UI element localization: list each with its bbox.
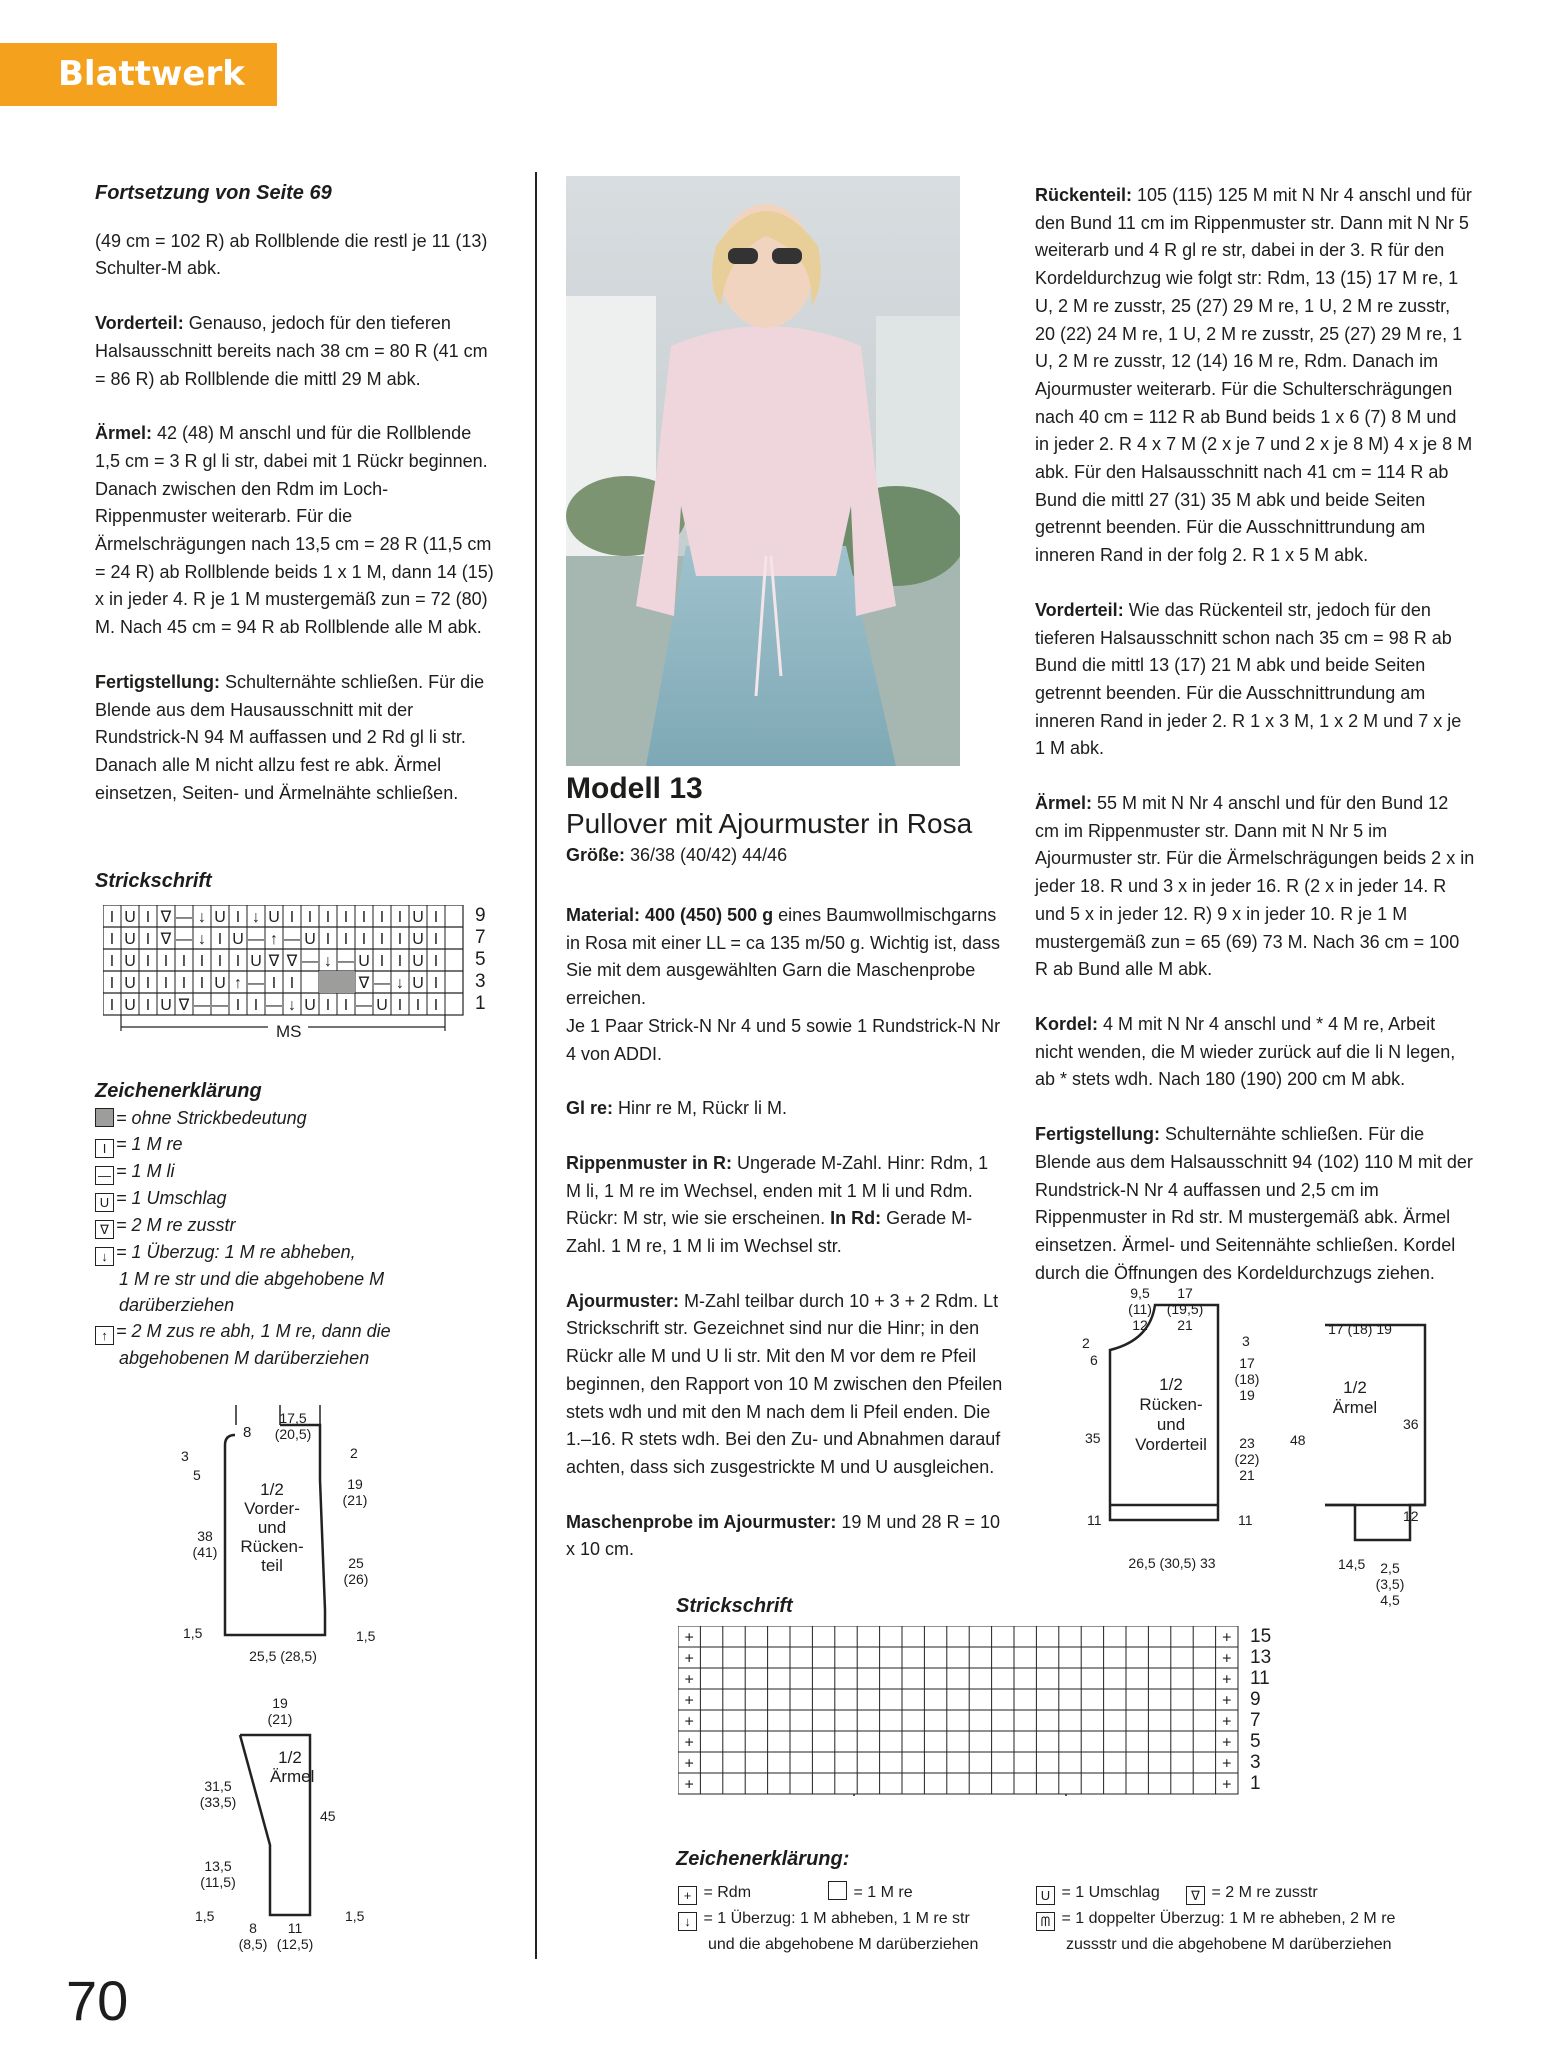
svg-text:U: U	[268, 909, 280, 926]
dim-label: 3	[1242, 1333, 1250, 1349]
row-number: 7	[1250, 1710, 1261, 1731]
bottom-knitting-chart	[678, 1626, 1248, 1796]
svg-text:—: —	[284, 931, 300, 948]
svg-text:U: U	[412, 953, 424, 970]
edge-stitch-symbol: +	[1222, 1734, 1232, 1752]
svg-text:U: U	[250, 953, 262, 970]
svg-text:I: I	[217, 931, 223, 948]
svg-text:∇: ∇	[178, 997, 190, 1014]
svg-text:I: I	[235, 997, 241, 1014]
svg-text:U: U	[214, 975, 226, 992]
edge-stitch-symbol: +	[1222, 1692, 1232, 1710]
dim-label: 17 (18) 19	[1234, 1355, 1260, 1403]
svg-text:—: —	[356, 997, 372, 1014]
dim-label: 8	[243, 1424, 252, 1441]
svg-text:I: I	[235, 953, 241, 970]
knit-stitch-icon: I	[95, 1139, 114, 1158]
edge-stitch-symbol: +	[684, 1671, 694, 1689]
edge-stitch-symbol: +	[1222, 1713, 1232, 1731]
dim-label: 12	[1403, 1508, 1419, 1524]
double-decrease-arrow-icon: ↑	[95, 1326, 114, 1345]
dim-label: 35	[1085, 1430, 1101, 1446]
dim-label: 2	[350, 1445, 358, 1461]
dim-label: 31,5 (33,5)	[199, 1778, 237, 1810]
svg-text:U: U	[376, 997, 388, 1014]
svg-text:I: I	[109, 997, 115, 1014]
legend-title: Zeichenerklärung	[95, 1080, 262, 1102]
svg-text:I: I	[325, 909, 331, 926]
ajour-para: Ajourmuster: M-Zahl teilbar durch 10 + 3 + 2 Rdm. Lt Strickschrift str. Gezeichnet sind nur die Hinr; in den Rückr alle M und U li str. Mit den M vor dem re Pfeil beginnen, den Rapport von 10 M zwischen den Pfeilen stets wdh und mit den M nach dem li Pfeil enden. Die 1.–16. R stets wdh. Bei den Zu- und Abnahmen darauf achten, dass sich zusgestrickte M und U ausgleichen.	[566, 1290, 1003, 1477]
legend-item-cont: und die abgehobene M darüberziehen	[708, 1936, 979, 1953]
dim-label: 19 (21)	[342, 1476, 368, 1508]
svg-text:I: I	[397, 997, 403, 1014]
dim-label: 45	[320, 1808, 336, 1824]
page-number: 70	[66, 1969, 129, 2032]
dim-label: 11 (12,5)	[276, 1920, 314, 1952]
legend-item: = 1 M re	[828, 1880, 913, 1905]
svg-text:I: I	[235, 909, 241, 926]
schematic-label: 1/2 Rücken- und Vorderteil	[1135, 1375, 1207, 1454]
schematic-label: 1/2 Ärmel	[270, 1748, 315, 1786]
svg-text:—: —	[194, 997, 210, 1014]
svg-text:I: I	[145, 975, 151, 992]
row-number: 5	[1250, 1731, 1261, 1752]
legend-item: = ohne Strickbedeutung	[95, 1105, 391, 1131]
svg-text:I: I	[397, 931, 403, 948]
svg-text:—: —	[374, 975, 390, 992]
svg-text:I: I	[433, 997, 439, 1014]
left-fertig	[95, 669, 500, 808]
row-number: 7	[475, 927, 486, 948]
aermel-para: Ärmel: 55 M mit N Nr 4 anschl und für den Bund 12 cm im Rippenmuster str. Dann mit N Nr 5 im Ajourmuster str. Für die Ärmelschrägungen beids 2 x in jeder 18. R und 3 x in jeder 16. R (2 x in jeder 14. R und 5 x in jeder 12. R) 9 x in jeder 10. R je 1 M mustergemäß zun = 65 (69) 73 M. Nach 36 cm = 100 R ab Bund alle M abk.	[1035, 793, 1475, 980]
svg-text:U: U	[358, 953, 370, 970]
schematic-label: 1/2 Vorder- und Rücken- teil	[240, 1480, 304, 1575]
svg-text:↓: ↓	[396, 975, 404, 992]
left-column	[95, 180, 500, 834]
legend-item: ↑ = 2 M zus re abh, 1 M re, dann die	[95, 1318, 391, 1345]
svg-text:↓: ↓	[324, 953, 332, 970]
legend-item-cont: darüberziehen	[119, 1295, 235, 1315]
svg-text:U: U	[232, 931, 244, 948]
dim-label: 25,5 (28,5)	[249, 1648, 317, 1664]
svg-text:I: I	[343, 997, 349, 1014]
vorderteil-label: Vorderteil:	[95, 313, 184, 334]
row-number: 1	[1250, 1773, 1261, 1794]
svg-text:U: U	[412, 975, 424, 992]
vorderteil-text: Genauso, jedoch für den tieferen Halsausschnitt bereits nach 38 cm = 80 R (41 cm = 86 R) ab Rollblende die mittl 29 M abk.	[95, 313, 488, 389]
dim-label: 25 (26)	[343, 1555, 369, 1587]
svg-text:—: —	[248, 975, 264, 992]
size-line: Größe: 36/38 (40/42) 44/46	[566, 845, 788, 865]
legend-item: ∇ = 2 M re zusstr	[95, 1212, 391, 1239]
svg-text:I: I	[145, 997, 151, 1014]
chart-grey-cells	[319, 971, 355, 993]
svg-text:U: U	[124, 953, 136, 970]
svg-text:I: I	[343, 931, 349, 948]
fertig-label: Fertigstellung:	[95, 671, 220, 692]
right-column	[1035, 182, 1475, 1314]
svg-text:I: I	[343, 909, 349, 926]
left-chart-title: Strickschrift	[95, 870, 212, 892]
svg-text:↓: ↓	[198, 909, 206, 926]
section-tab: Blattwerk	[0, 43, 277, 106]
fertig-para: Fertigstellung: Schulternähte schließen. Für die Blende aus dem Halsausschnitt 94 (102) 110 M mit der Rundstrick-N Nr 4 auffassen und 2,5 cm im Rippenmuster in Rd str. M mustergemäß abk. Ärmel einsetzen. Ärmel- und Seitennähte schließen. Kordel durch die Öffnungen des Kordeldurchzugs ziehen.	[1035, 1124, 1473, 1283]
kordel-para: Kordel: 4 M mit N Nr 4 anschl und * 4 M re, Arbeit nicht wenden, die M wieder zurück auf die li N legen, ab * stets wdh. Nach 180 (190) 200 cm M abk.	[1035, 1013, 1456, 1090]
svg-text:I: I	[145, 931, 151, 948]
legend-item: ↓ = 1 Überzug: 1 M re abheben,	[95, 1239, 391, 1266]
svg-text:I: I	[181, 975, 187, 992]
material-para-2: Je 1 Paar Strick-N Nr 4 und 5 sowie 1 Rundstrick-N Nr 4 von ADDI.	[566, 1015, 1001, 1064]
svg-text:U: U	[412, 931, 424, 948]
svg-text:I: I	[163, 975, 169, 992]
svg-text:—: —	[266, 997, 282, 1014]
svg-text:I: I	[415, 997, 421, 1014]
dim-label: 26,5 (30,5) 33	[1128, 1555, 1216, 1571]
plus-icon: +	[678, 1886, 697, 1905]
dim-label: 1,5	[183, 1625, 203, 1641]
edge-stitch-symbol: +	[1222, 1629, 1232, 1647]
glre-para: Gl re: Hinr re M, Rückr li M.	[566, 1098, 788, 1119]
svg-text:—: —	[302, 953, 318, 970]
dim-label: 14,5	[1338, 1556, 1366, 1572]
k2tog-icon: ∇	[95, 1220, 114, 1239]
left-aermel	[95, 420, 500, 642]
svg-text:—: —	[212, 997, 228, 1014]
svg-text:I: I	[379, 953, 385, 970]
left-paragraph-1	[95, 228, 500, 283]
svg-text:I: I	[145, 909, 151, 926]
rippen-para: Rippenmuster in R: Ungerade M-Zahl. Hinr: Rdm, 1 M li, 1 M re im Wechsel, enden mit 1 M li und Rdm. Rückr: M str, wie sie erscheinen. In Rd: Gerade M-Zahl. 1 M re, 1 M li im Wechsel str.	[566, 1152, 989, 1257]
schematic-label: 1/2 Ärmel	[1332, 1378, 1378, 1417]
svg-text:—: —	[338, 953, 354, 970]
svg-text:I: I	[145, 953, 151, 970]
svg-text:I: I	[433, 953, 439, 970]
purl-stitch-icon: —	[95, 1166, 114, 1185]
row-number: 11	[1250, 1668, 1270, 1689]
legend-item: U = 1 Umschlag	[95, 1185, 391, 1212]
left-p1-text: (49 cm = 102 R) ab Rollblende die restl je 11 (13) Schulter-M abk.	[95, 230, 488, 279]
dim-label: 1,5	[195, 1908, 215, 1924]
svg-text:I: I	[289, 909, 295, 926]
grey-square-icon	[95, 1108, 114, 1127]
aermel-text: 42 (48) M anschl und für die Rollblende 1,5 cm = 3 R gl li str, dabei mit 1 Rückr beginnen. Danach zwischen den Rdm im Loch-Rippenmuster weiterarb. Für die Ärmelschrägungen nach 13,5 cm = 28 R (11,5 cm = 24 R) ab Rollblende beids 1 x 1 M, dann 14 (15) x in jeder 4. R je 1 M mustergemäß zun = 72 (80) M. Nach 45 cm = 94 R ab Rollblende alle M abk.	[95, 423, 494, 638]
svg-text:I: I	[109, 931, 115, 948]
svg-text:∇: ∇	[358, 975, 370, 992]
material-para: Material: 400 (450) 500 g eines Baumwollmischgarns in Rosa mit einer LL = ca 135 m/50 g. Wichtig ist, dass Sie mit dem ausgewählten Garn die Maschenprobe erreichen.	[566, 905, 1001, 1009]
svg-text:I: I	[433, 931, 439, 948]
edge-stitch-symbol: +	[1222, 1650, 1232, 1668]
edge-stitch-symbol: +	[684, 1650, 694, 1668]
model-title: Modell 13	[566, 772, 703, 805]
row-number: 3	[1250, 1752, 1261, 1773]
svg-text:I: I	[433, 909, 439, 926]
legend-item: I = 1 M re	[95, 1131, 391, 1158]
svg-text:I: I	[325, 997, 331, 1014]
svg-text:↑: ↑	[270, 931, 278, 948]
dim-label: 2	[1082, 1335, 1090, 1351]
svg-text:I: I	[379, 931, 385, 948]
svg-text:I: I	[109, 975, 115, 992]
bottom-legend-title: Zeichenerklärung:	[676, 1848, 850, 1870]
row-number: 1	[475, 993, 486, 1014]
row-number: 9	[475, 905, 486, 926]
bottom-chart-title: Strickschrift	[676, 1595, 793, 1617]
dim-label: 17 (19,5) 21	[1166, 1285, 1204, 1333]
legend-item: + = Rdm	[678, 1880, 751, 1905]
legend-item: ↓ = 1 Überzug: 1 M abheben, 1 M re str	[678, 1906, 970, 1931]
dim-label: 19 (21)	[267, 1695, 293, 1727]
yarn-over-icon: U	[1036, 1886, 1055, 1905]
svg-text:U: U	[160, 997, 172, 1014]
svg-text:U: U	[124, 975, 136, 992]
dim-label: 11	[1238, 1512, 1253, 1528]
model-photo	[566, 176, 960, 766]
edge-stitch-symbol: +	[684, 1629, 694, 1647]
svg-text:I: I	[181, 953, 187, 970]
svg-text:U: U	[304, 931, 316, 948]
svg-text:I: I	[397, 909, 403, 926]
decrease-arrow-icon: ↓	[678, 1912, 697, 1931]
left-vorderteil	[95, 310, 500, 393]
svg-text:↓: ↓	[252, 909, 260, 926]
yarn-over-icon: U	[95, 1193, 114, 1212]
legend-item-cont: 1 M re str und die abgehobene M	[119, 1269, 385, 1289]
dim-label: 6	[1090, 1352, 1098, 1368]
svg-text:∇: ∇	[286, 953, 298, 970]
column-divider	[535, 172, 537, 1959]
double-decrease-icon: ᗰ	[1036, 1912, 1055, 1931]
edge-stitch-symbol: +	[1222, 1671, 1232, 1689]
edge-stitch-symbol: +	[684, 1776, 694, 1794]
dim-label: 38 (41)	[192, 1528, 218, 1560]
dim-label: 5	[193, 1467, 201, 1483]
edge-stitch-symbol: +	[1222, 1755, 1232, 1773]
svg-text:—: —	[176, 931, 192, 948]
edge-stitch-symbol: +	[684, 1713, 694, 1731]
dim-label: 17,5 (20,5)	[274, 1410, 312, 1442]
dim-label: 48	[1290, 1432, 1306, 1448]
svg-text:—: —	[176, 909, 192, 926]
row-number: 5	[475, 949, 486, 970]
svg-text:I: I	[199, 953, 205, 970]
svg-text:I: I	[253, 997, 259, 1014]
svg-text:U: U	[214, 909, 226, 926]
k2tog-icon: ∇	[1186, 1886, 1205, 1905]
dim-label: 1,5	[345, 1908, 365, 1924]
legend-item-cont: abgehobenen M darüberziehen	[119, 1348, 370, 1368]
edge-stitch-symbol: +	[1222, 1776, 1232, 1794]
legend-item-cont: zussstr und die abgehobene M darüberziehen	[1066, 1936, 1392, 1953]
svg-text:∇: ∇	[160, 909, 172, 926]
left-legend	[95, 1080, 391, 1371]
legend-item: ᗰ = 1 doppelter Überzug: 1 M re abheben, 2 M re	[1036, 1906, 1395, 1931]
dim-label: 9,5 (11) 12	[1128, 1285, 1152, 1333]
rueck-para: Rückenteil: 105 (115) 125 M mit N Nr 4 anschl und für den Bund 11 cm im Rippenmuster str. Dann mit N Nr 5 weiterarb und 4 R gl re str, dabei in der 3. R für den Kordeldurchzug wie folgt str: Rdm, 13 (15) 17 M re, 1 U, 2 M re zusstr, 25 (27) 29 M re, 1 U, 2 M re zusstr, 20 (22) 24 M re, 1 U, 2 M re zusstr, 25 (27) 29 M re, 1 U, 2 M re zusstr, 12 (14) 16 M re, Rdm. Danach im Ajourmuster weiterarb. Für die Schulterschrägungen nach 40 cm = 112 R ab Bund beids 1 x 6 (7) 8 M und in jeder 2. R 4 x 7 M (2 x je 7 und 2 x je 8 M) 4 x je 8 M abk. Für den Halsausschnitt nach 41 cm = 114 R ab Bund die mittl 27 (31) 35 M abk und beide Seiten getrennt beenden. Für die Ausschnittrundung am inneren Rand in der folg 2. R 1 x 5 M abk.	[1035, 185, 1473, 566]
edge-stitch-symbol: +	[684, 1755, 694, 1773]
dim-label: 36	[1403, 1416, 1419, 1432]
svg-text:U: U	[124, 931, 136, 948]
svg-text:∇: ∇	[160, 931, 172, 948]
empty-square-icon	[828, 1881, 847, 1900]
svg-text:I: I	[361, 909, 367, 926]
chart-ms-label: MS	[276, 1022, 302, 1041]
dim-label: 3	[181, 1448, 189, 1464]
middle-text	[566, 902, 1006, 1591]
legend-item: ∇ = 2 M re zusstr	[1186, 1880, 1318, 1905]
svg-text:↓: ↓	[198, 931, 206, 948]
row-number: 13	[1250, 1647, 1272, 1668]
svg-text:I: I	[109, 909, 115, 926]
svg-text:U: U	[124, 909, 136, 926]
decrease-arrow-icon: ↓	[95, 1247, 114, 1266]
model-subtitle: Pullover mit Ajourmuster in Rosa	[566, 808, 973, 839]
legend-item: U = 1 Umschlag	[1036, 1880, 1160, 1905]
dim-label: 17 (18) 19	[1328, 1321, 1392, 1337]
dim-label: 2,5 (3,5) 4,5	[1375, 1560, 1405, 1608]
row-number: 9	[1250, 1689, 1261, 1710]
row-number: 15	[1250, 1626, 1272, 1647]
svg-text:I: I	[397, 953, 403, 970]
dim-label: 1,5	[356, 1628, 376, 1644]
svg-text:↓: ↓	[288, 997, 296, 1014]
svg-text:—: —	[248, 931, 264, 948]
svg-text:I: I	[271, 975, 277, 992]
svg-text:U: U	[124, 997, 136, 1014]
edge-stitch-symbol: +	[684, 1692, 694, 1710]
svg-text:I: I	[199, 975, 205, 992]
svg-text:I: I	[325, 931, 331, 948]
svg-text:∇: ∇	[268, 953, 280, 970]
dim-label: 13,5 (11,5)	[200, 1858, 236, 1890]
continued-heading: Fortsetzung von Seite 69	[95, 182, 332, 204]
probe-para: Maschenprobe im Ajourmuster: 19 M und 28 R = 10 x 10 cm.	[566, 1511, 1000, 1560]
svg-text:I: I	[361, 931, 367, 948]
dim-label: 11	[1087, 1512, 1102, 1528]
svg-text:U: U	[412, 909, 424, 926]
dim-label: 8 (8,5)	[238, 1920, 268, 1952]
svg-text:I: I	[289, 975, 295, 992]
middle-column	[566, 772, 1006, 870]
edge-stitch-symbol: +	[684, 1734, 694, 1752]
svg-text:I: I	[307, 909, 313, 926]
svg-text:I: I	[109, 953, 115, 970]
svg-text:U: U	[304, 997, 316, 1014]
legend-item: — = 1 M li	[95, 1158, 391, 1185]
aermel-label: Ärmel:	[95, 423, 153, 444]
svg-text:↑: ↑	[234, 975, 242, 992]
svg-text:I: I	[217, 953, 223, 970]
fertig-text: Schulternähte schließen. Für die Blende aus dem Hausausschnitt mit der Rundstrick-N 94 M auffassen und 2 Rd gl li str. Danach alle M nicht allzu fest re abk. Ärmel einsetzen, Seiten- und Ärmelnähte schließen.	[95, 671, 485, 803]
svg-text:I: I	[163, 953, 169, 970]
svg-text:I: I	[379, 909, 385, 926]
dim-label: 23 (22) 21	[1234, 1435, 1260, 1483]
left-chart-rownumbers	[475, 905, 486, 1015]
row-number: 3	[475, 971, 486, 992]
svg-text:I: I	[433, 975, 439, 992]
bottom-chart-rownumbers	[1250, 1626, 1271, 1794]
vorder-para: Vorderteil: Wie das Rückenteil str, jedoch für den tieferen Halsausschnitt schon nach 35 cm = 98 R ab Bund die mittl 13 (17) 21 M abk und beide Seiten getrennt beenden. Für die Ausschnittrundung am inneren Rand in jeder 2. R 1 x 3 M, 1 x 2 M und 7 x je 1 M abk.	[1035, 599, 1462, 759]
